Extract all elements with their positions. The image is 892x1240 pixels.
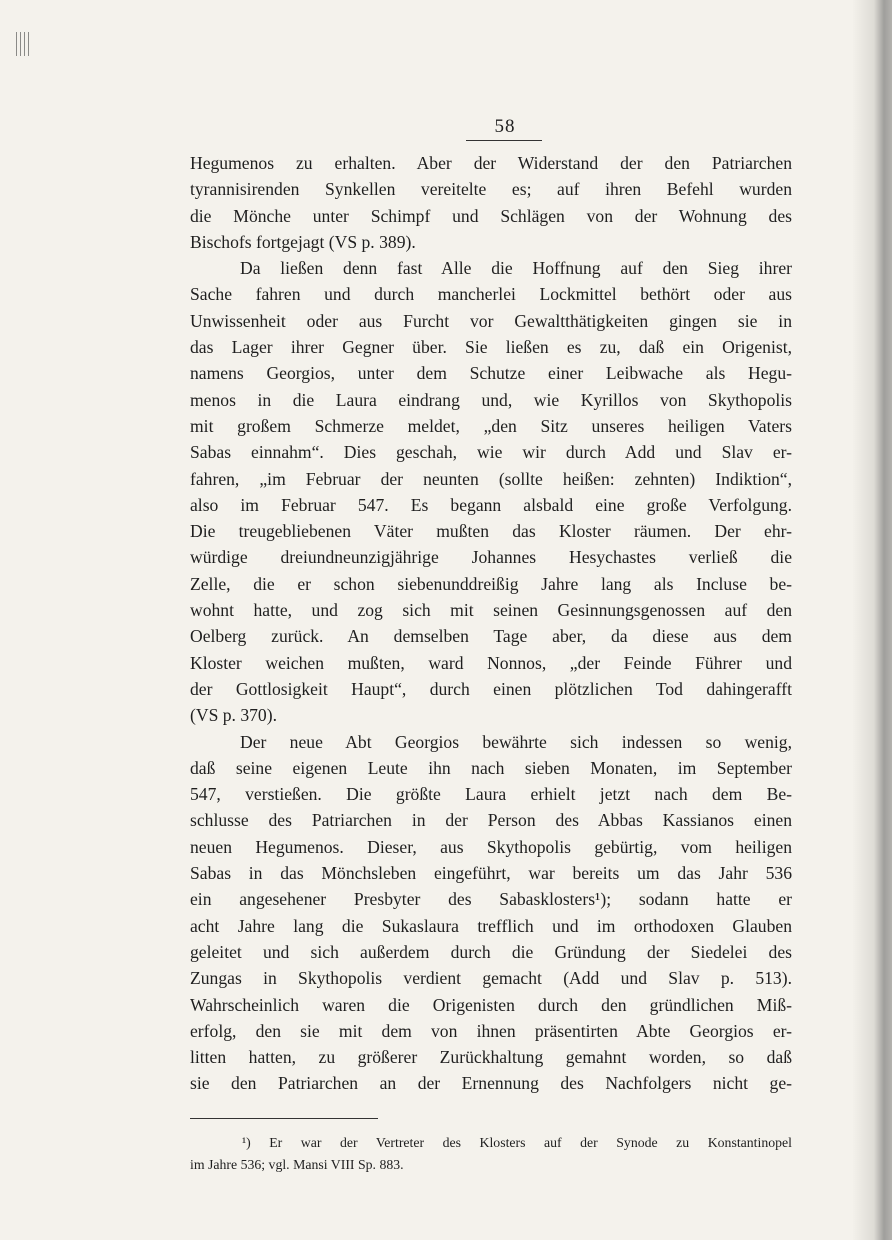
text-line: neuen Hegumenos. Dieser, aus Skythopolis gebürtig, vom heiligen — [190, 836, 792, 857]
text-line: mit großem Schmerze meldet, „den Sitz unseres heiligen Vaters — [190, 415, 792, 436]
text-line: schlusse des Patriarchen in der Person des Abbas Kassianos einen — [190, 810, 792, 831]
text-line: das Lager ihrer Gegner über. Sie ließen es zu, daß ein Origenist, — [190, 337, 792, 358]
text-line: der Gottlosigkeit Haupt“, durch einen plötzlichen Tod dahingerafft — [190, 678, 792, 699]
text-line: tyrannisirenden Synkellen vereitelte es; auf ihren Befehl wurden — [190, 179, 792, 200]
text-line: wohnt hatte, und zog sich mit seinen Gesinnungsgenossen auf den — [190, 600, 792, 621]
text-line: Kloster weichen mußten, ward Nonnos, „der Feinde Führer und — [190, 652, 792, 673]
text-line: (VS p. 370). — [190, 705, 277, 726]
text-line: fahren, „im Februar der neunten (sollte heißen: zehnten) Indiktion“, — [190, 468, 792, 489]
text-line: Unwissenheit oder aus Furcht vor Gewaltthätigkeiten gingen sie in — [190, 310, 792, 331]
text-line: acht Jahre lang die Sukaslaura trefflich und im orthodoxen Glauben — [190, 915, 792, 936]
text-line: Zelle, die er schon siebenunddreißig Jahre lang als Incluse be- — [190, 573, 792, 594]
text-line: menos in die Laura eindrang und, wie Kyrillos von Skythopolis — [190, 389, 792, 410]
text-line: Wahrscheinlich waren die Origenisten durch den gründlichen Miß- — [190, 994, 792, 1015]
text-line: sie den Patriarchen an der Ernennung des Nachfolgers nicht ge- — [190, 1073, 792, 1094]
text-line: Zungas in Skythopolis verdient gemacht (Add und Slav p. 513). — [190, 968, 792, 989]
text-line: Hegumenos zu erhalten. Aber der Widerstand der den Patriarchen — [190, 153, 792, 173]
text-line: Sabas in das Mönchsleben eingeführt, war bereits um das Jahr 536 — [190, 863, 792, 884]
text-line: ein angesehener Presbyter des Sabasklosters¹); sodann hatte er — [190, 889, 792, 910]
page-number: 58 — [494, 116, 516, 137]
text-line: litten hatten, zu größerer Zurückhaltung gemahnt worden, so daß — [190, 1047, 792, 1068]
text-line: Der neue Abt Georgios bewährte sich indessen so wenig, — [240, 731, 792, 752]
footnote-line: im Jahre 536; vgl. Mansi VIII Sp. 883. — [190, 1157, 404, 1172]
text-line: die Mönche unter Schimpf und Schlägen von der Wohnung des — [190, 205, 792, 226]
text-line: Bischofs fortgejagt (VS p. 389). — [190, 231, 416, 252]
text-line: erfolg, den sie mit dem von ihnen präsentirten Abte Georgios er- — [190, 1020, 792, 1041]
text-line: Da ließen denn fast Alle die Hoffnung auf den Sieg ihrer — [240, 258, 792, 279]
footnote-separator — [190, 1118, 378, 1119]
page-number-underline — [466, 140, 542, 141]
text-line: also im Februar 547. Es begann alsbald eine große Verfolgung. — [190, 494, 792, 515]
text-line: Die treugebliebenen Väter mußten das Kloster räumen. Der ehr- — [190, 521, 792, 542]
text-line: würdige dreiundneunzigjährige Johannes Hesychastes verließ die — [190, 547, 792, 568]
footnote-line: ¹) Er war der Vertreter des Klosters auf der Synode zu Konstantinopel — [242, 1135, 792, 1150]
text-line: daß seine eigenen Leute ihn nach sieben Monaten, im September — [190, 757, 792, 778]
text-line: namens Georgios, unter dem Schutze einer Leibwache als Hegu- — [190, 363, 792, 384]
text-line: Sache fahren und durch mancherlei Lockmittel bethört oder aus — [190, 284, 792, 305]
text-line: Oelberg zurück. An demselben Tage aber, da diese aus dem — [190, 626, 792, 647]
scan-mark — [16, 32, 32, 56]
text-line: 547, verstießen. Die größte Laura erhielt jetzt nach dem Be- — [190, 784, 792, 805]
footnotes — [190, 1132, 792, 1176]
text-line: geleitet und sich außerdem durch die Gründung der Siedelei des — [190, 941, 792, 962]
body-text — [190, 150, 792, 1097]
scan-edge-shadow — [852, 0, 892, 1240]
text-line: Sabas einnahm“. Dies geschah, wie wir durch Add und Slav er- — [190, 442, 792, 463]
